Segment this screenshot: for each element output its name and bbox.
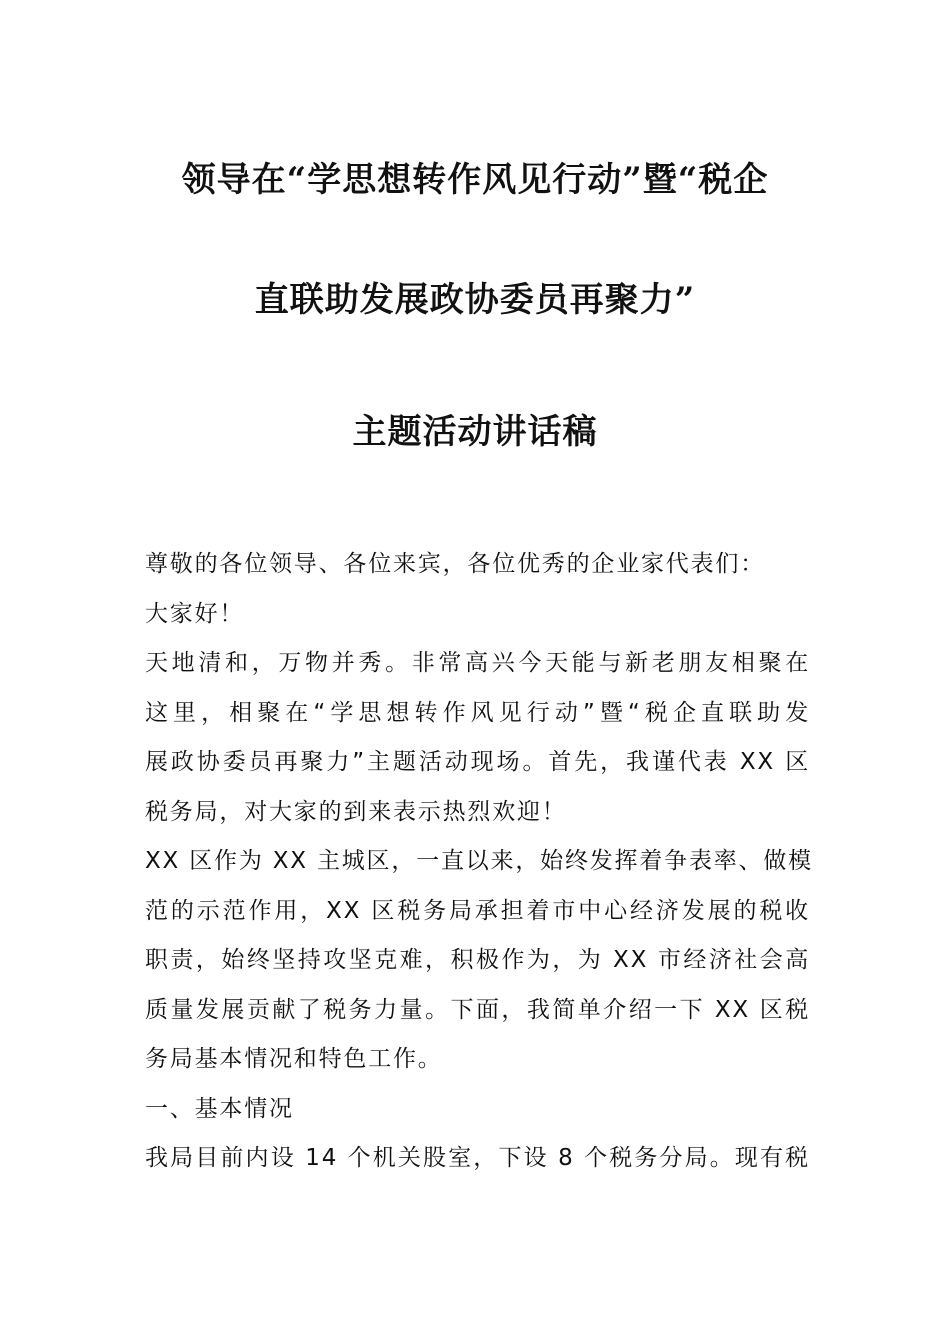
document-title-line-1: 领导在“学思想转作风见行动”暨“税企 (181, 160, 769, 200)
paragraph-1-line: 税务局，对大家的到来表示热烈欢迎！ (145, 798, 567, 825)
paragraph-3-line: 我局目前内设 14 个机关股室，下设 8 个税务分局。现有税 (145, 1145, 810, 1171)
greeting-line: 大家好！ (145, 600, 245, 627)
document-title-line-2: 直联助发展政协委员再聚力” (254, 280, 696, 320)
paragraph-1-line: 这里，相聚在“学思想转作风见行动”暨“税企直联助发 (145, 699, 810, 726)
salutation: 尊敬的各位领导、各位来宾，各位优秀的企业家代表们： (145, 551, 765, 577)
paragraph-2-line: XX 区作为 XX 主城区，一直以来，始终发挥着争表率、做模 (145, 848, 813, 874)
paragraph-1-line: 展政协委员再聚力”主题活动现场。首先，我谨代表 XX 区 (145, 749, 810, 775)
document-title-line-3: 主题活动讲话稿 (352, 412, 598, 452)
section-heading: 一、基本情况 (145, 1095, 294, 1122)
paragraph-1-line: 天地清和，万物并秀。非常高兴今天能与新老朋友相聚在 (145, 650, 810, 676)
paragraph-2-line: 范的示范作用，XX 区税务局承担着市中心经济发展的税收 (145, 897, 810, 924)
document-body (145, 540, 813, 1184)
paragraph-2-line: 职责，始终坚持攻坚克难，积极作为，为 XX 市经济社会高 (145, 947, 810, 973)
paragraph-2-line: 质量发展贡献了税务力量。下面，我简单介绍一下 XX 区税 (145, 996, 810, 1023)
paragraph-2-line: 务局基本情况和特色工作。 (145, 1046, 443, 1072)
